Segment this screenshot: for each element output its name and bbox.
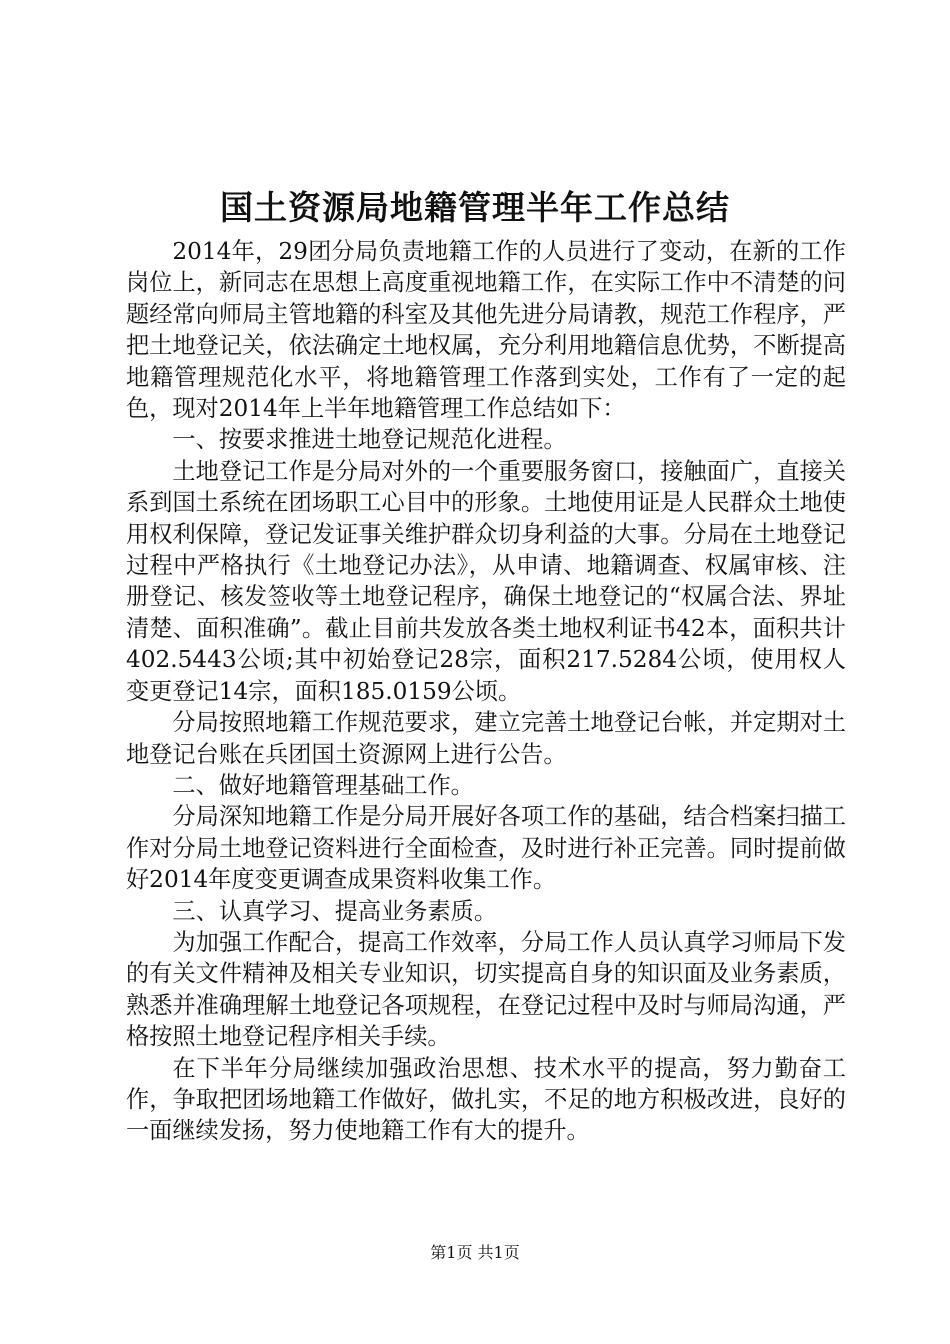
section-heading-1: 一、按要求推进土地登记规范化进程。	[172, 426, 567, 454]
closing-paragraph: 在下半年分局继续加强政治思想、技术水平的提高，努力勤奋工作，争取把团场地籍工作做好，做扎实，不足的地方积极改进，良好的一面继续发扬，努力使地籍工作有大的提升。	[126, 1054, 846, 1145]
body-paragraph: 为加强工作配合，提高工作效率，分局工作人员认真学习师局下发的有关文件精神及相关专业知识，切实提高自身的知识面及业务素质，熟悉并准确理解土地登记各项规程，在登记过程中及时与师局沟通，严格按照土地登记程序相关手续。	[126, 928, 846, 1051]
body-paragraph: 分局按照地籍工作规范要求，建立完善土地登记台帐，并定期对土地登记台账在兵团国土资源网上进行公告。	[126, 709, 846, 768]
document-title: 国土资源局地籍管理半年工作总结	[220, 188, 730, 227]
intro-paragraph: 2014年，29团分局负责地籍工作的人员进行了变动，在新的工作岗位上，新同志在思想上高度重视地籍工作，在实际工作中不清楚的问题经常向师局主管地籍的科室及其他先进分局请教，规范工作程序，严把土地登记关，依法确定土地权属，充分利用地籍信息优势，不断提高地籍管理规范化水平，将地籍管理工作落到实处，工作有了一定的起色，现对2014年上半年地籍管理工作总结如下：	[126, 238, 846, 423]
page-footer: 第1页 共1页	[430, 1243, 520, 1262]
body-paragraph: 土地登记工作是分局对外的一个重要服务窗口，接触面广，直接关系到国土系统在团场职工心目中的形象。土地使用证是人民群众土地使用权利保障，登记发证事关维护群众切身利益的大事。分局在土地登记过程中严格执行《土地登记办法》，从申请、地籍调查、权属审核、注册登记、核发签收等土地登记程序，确保土地登记的“权属合法、界址清楚、面积准确”。截止目前共发放各类土地权利证书42本，面积共计402.5443公顷;其中初始登记28宗，面积217.5284公顷，使用权人变更登记14宗，面积185.0159公顷。	[126, 457, 846, 705]
section-heading-2: 二、做好地籍管理基础工作。	[172, 771, 474, 799]
section-heading-3: 三、认真学习、提高业务素质。	[172, 897, 498, 925]
body-paragraph: 分局深知地籍工作是分局开展好各项工作的基础，结合档案扫描工作对分局土地登记资料进行全面检查，及时进行补正完善。同时提前做好2014年度变更调查成果资料收集工作。	[126, 803, 846, 894]
document-body	[126, 236, 846, 1147]
